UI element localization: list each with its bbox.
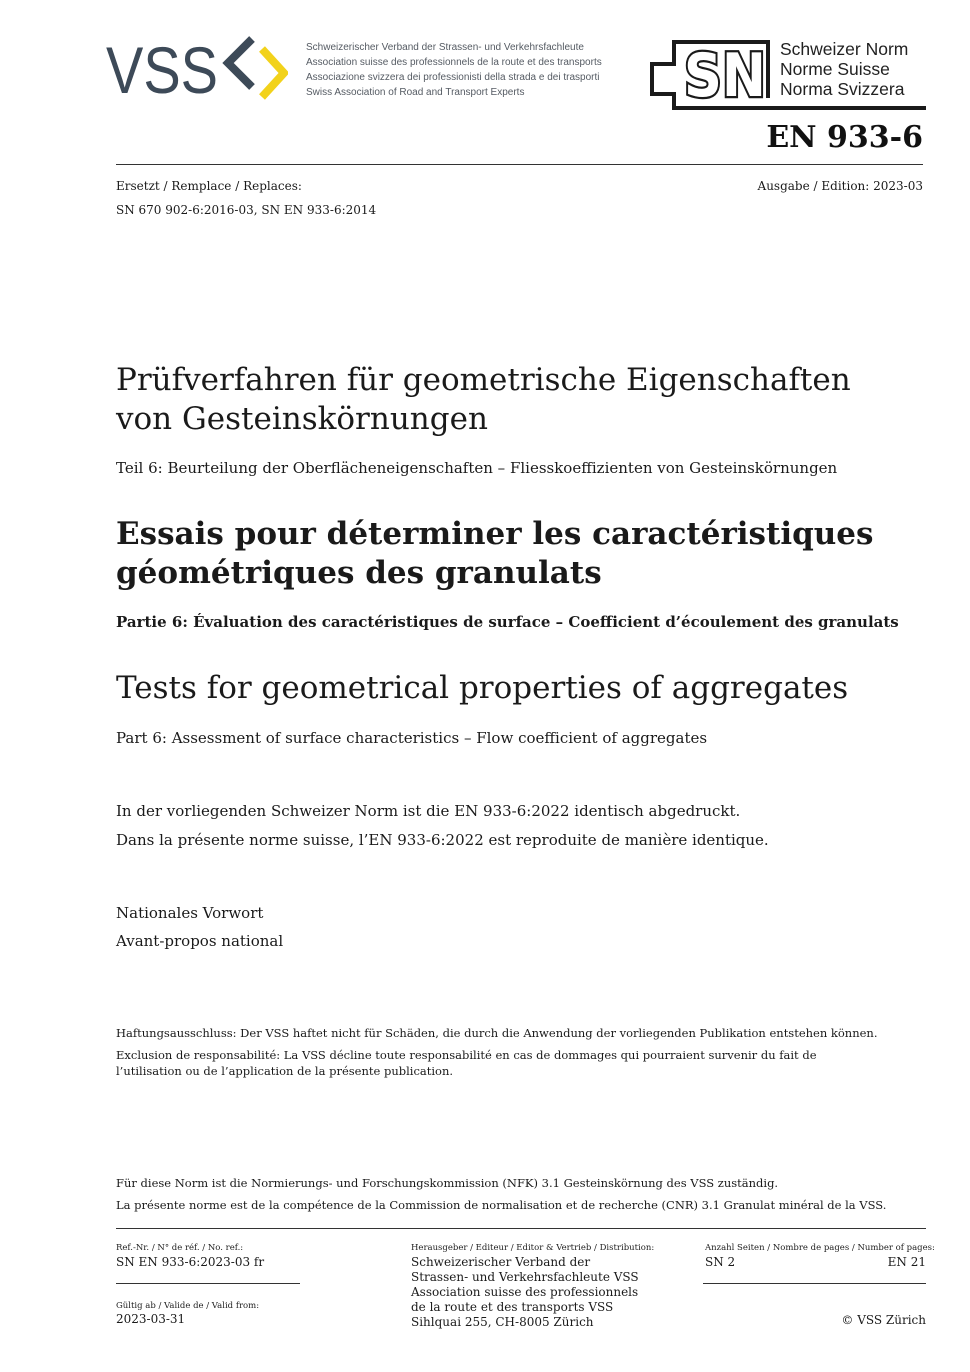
sn-logo-text: SN [684, 41, 766, 110]
publisher-line: de la route et des transports VSS [411, 1300, 614, 1314]
replaces-label: Ersetzt / Remplace / Replaces: [116, 179, 302, 193]
association-name-de: Schweizerischer Verband der Strassen- und Verkehrsfachleute [306, 42, 584, 53]
ref-number-label: Ref.-Nr. / N° de réf. / No. ref.: [116, 1243, 244, 1253]
identical-note-fr: Dans la présente norme suisse, l’EN 933-6:2022 est reproduite de manière identique. [116, 831, 769, 849]
title-de-line-1: Prüfverfahren für geometrische Eigenschaften [116, 362, 851, 398]
subtitle-fr: Partie 6: Évaluation des caractéristiques de surface – Coefficient d’écoulement des granulats [116, 613, 899, 631]
publisher-label: Herausgeber / Editeur / Editor & Vertrieb / Distribution: [411, 1243, 655, 1253]
title-de-line-2: von Gesteinskörnungen [116, 401, 488, 437]
title-fr-line-2: géométriques des granulats [116, 555, 602, 591]
identical-note-de: In der vorliegenden Schweizer Norm ist die EN 933-6:2022 identisch abgedruckt. [116, 802, 741, 820]
vss-logo-chevron-yellow [262, 49, 284, 97]
pages-sn-count: SN 2 [705, 1255, 736, 1269]
title-fr [116, 515, 936, 593]
title-en: Tests for geometrical properties of aggregates [116, 670, 849, 706]
committee-fr: La présente norme est de la compétence de la Commission de normalisation et de recherche (CNR) 3.1 Granulat minéral de la VSS. [116, 1198, 887, 1212]
publisher-line: Association suisse des professionnels [411, 1285, 639, 1299]
publisher-line: Schweizerischer Verband der [411, 1255, 591, 1269]
subtitle-en: Part 6: Assessment of surface characteristics – Flow coefficient of aggregates [116, 729, 708, 747]
sn-name-de: Schweizer Norm [780, 39, 909, 59]
association-name-it: Associazione svizzera dei professionisti della strada e dei trasporti [306, 72, 600, 83]
publisher-line: Strassen- und Verkehrsfachleute VSS [411, 1270, 639, 1284]
pages-divider [703, 1283, 926, 1284]
edition-date: Ausgabe / Edition: 2023-03 [757, 179, 923, 193]
vss-logo-text: VSS [106, 33, 218, 101]
disclaimer-de: Haftungsausschluss: Der VSS haftet nicht für Schäden, die durch die Anwendung der vorliegenden Publikation entstehen können. [116, 1026, 878, 1040]
footer-divider [116, 1228, 926, 1229]
association-name-fr: Association suisse des professionnels de la route et des transports [306, 57, 602, 68]
sn-name-fr: Norme Suisse [780, 59, 890, 79]
vss-logo [106, 33, 288, 101]
publisher-line: Sihlquai 255, CH-8005 Zürich [411, 1315, 594, 1329]
publisher-address [411, 1255, 671, 1330]
pages-en-count: EN 21 [887, 1255, 926, 1269]
association-names [306, 40, 602, 100]
association-name-en: Swiss Association of Road and Transport Experts [306, 87, 525, 98]
pages-label: Anzahl Seiten / Nombre de pages / Number of pages: [705, 1243, 935, 1253]
national-foreword-fr: Avant-propos national [116, 932, 284, 950]
ref-number-value: SN EN 933-6:2023-03 fr [116, 1255, 265, 1269]
valid-from-value: 2023-03-31 [116, 1312, 186, 1326]
committee-de: Für diese Norm ist die Normierungs- und Forschungskommission (NFK) 3.1 Gesteinskörnung des VSS zuständig. [116, 1176, 779, 1190]
replaces-value: SN 670 902-6:2016-03, SN EN 933-6:2014 [116, 203, 377, 217]
sn-name-it: Norma Svizzera [780, 79, 905, 99]
national-foreword-de: Nationales Vorwort [116, 904, 264, 922]
title-fr-line-1: Essais pour déterminer les caractéristiques [116, 516, 874, 552]
copyright: © VSS Zürich [841, 1313, 926, 1327]
sn-names [780, 39, 908, 99]
disclaimer-fr: Exclusion de responsabilité: La VSS décline toute responsabilité en cas de dommages qui pourraient survenir du fait de l’utilisation ou de l’application de la présente publication. [116, 1048, 817, 1078]
title-de [116, 361, 936, 439]
vss-logo-chevron-slate [228, 39, 252, 87]
ref-divider [116, 1283, 300, 1284]
norm-number: EN 933-6 [766, 120, 923, 155]
subtitle-de: Teil 6: Beurteilung der Oberflächeneigenschaften – Fliesskoeffizienten von Gesteinskörnungen [116, 459, 838, 477]
header-divider [116, 164, 923, 165]
valid-from-label: Gültig ab / Valide de / Valid from: [116, 1301, 260, 1311]
